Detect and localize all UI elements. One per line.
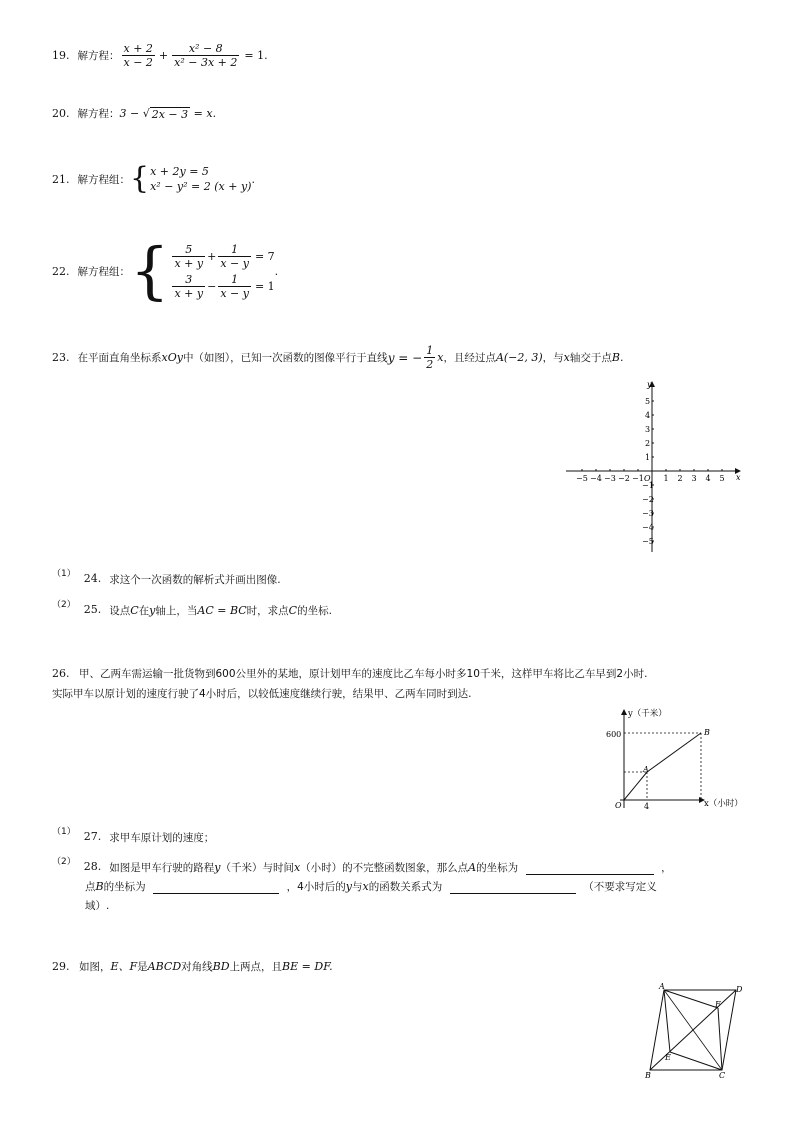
question-number: 22. <box>52 264 70 278</box>
denominator: x + y <box>174 286 204 300</box>
math-b: B <box>95 880 104 893</box>
operator: − <box>207 279 217 293</box>
operator: + <box>207 249 217 263</box>
question-number: 26. <box>52 667 70 680</box>
fraction <box>172 273 205 300</box>
denominator: x² − 3x + 2 <box>174 55 238 69</box>
equation-row-2 <box>170 273 274 300</box>
text: 上两点，且 <box>229 961 283 973</box>
vertex-a: A <box>659 982 665 991</box>
radicand: 2x − 3 <box>151 107 189 121</box>
text: （千米）与时间 <box>220 862 294 874</box>
question-text: ，与 <box>542 352 564 364</box>
question-label: 解方程组： <box>77 173 130 186</box>
y-tick-label: 2 <box>645 439 651 448</box>
text: 时，求点 <box>246 605 289 617</box>
denominator: 2 <box>426 358 434 371</box>
part-label: （2） <box>52 600 76 610</box>
origin-label: O <box>644 474 651 483</box>
question-text: 中（如图），已知一次函数的图像平行于直线 <box>182 352 388 364</box>
question-25 <box>52 599 332 618</box>
math-a: A <box>468 861 477 874</box>
x-tick-label: 5 <box>719 474 725 483</box>
numerator: 3 <box>172 273 205 287</box>
denominator: x − y <box>220 256 249 270</box>
denominator: x − y <box>220 286 249 300</box>
question-number: 29. <box>52 960 70 973</box>
text: 的坐标. <box>297 605 332 617</box>
text: 是 <box>137 961 148 973</box>
part-label: （1） <box>52 569 76 579</box>
question-text-line-1 <box>109 860 671 875</box>
math-eq: AC = BC <box>197 604 247 617</box>
question-27 <box>52 826 214 845</box>
x-tick-label: 3 <box>691 474 697 483</box>
text: 设点 <box>109 605 131 617</box>
vertex-c: C <box>719 1071 726 1080</box>
y-tick-label: −2 <box>642 495 654 504</box>
y-axis-label: y <box>647 380 652 389</box>
equation-rhs: = 1 <box>254 279 275 293</box>
segment-ce <box>670 1052 722 1070</box>
segment-cf <box>718 1008 722 1070</box>
diagonal-ac <box>664 990 722 1070</box>
question-21 <box>52 161 255 196</box>
y-tick-label: 4 <box>645 411 651 420</box>
text: 在 <box>138 605 150 617</box>
math-eq: BE = DF. <box>282 960 333 973</box>
point-e: E <box>665 1053 671 1062</box>
question-text: 求甲车原计划的速度； <box>109 832 215 844</box>
y-tick-label: 5 <box>645 397 651 406</box>
part-label: （2） <box>52 857 76 867</box>
text: （不要求写定义 <box>583 881 657 893</box>
x-tick-label: −2 <box>618 474 630 483</box>
question-number: 20. <box>52 107 70 120</box>
equation-2: x² − y² = 2 (x + y) <box>150 180 252 193</box>
answer-blank-a[interactable] <box>526 874 654 875</box>
x-tick-label: 4 <box>705 474 711 483</box>
math-ef: E、F <box>110 960 138 973</box>
x-tick-4: 4 <box>644 802 650 811</box>
equation-system <box>170 243 274 300</box>
equation-system <box>150 164 251 194</box>
part-label: （1） <box>52 827 76 837</box>
math-x: x <box>563 351 570 364</box>
origin-label: O <box>615 801 622 810</box>
point-b-label: B <box>704 728 710 737</box>
math-bd: BD <box>212 960 230 973</box>
question-28 <box>52 856 742 913</box>
question-19 <box>52 38 268 72</box>
text: 与 <box>352 881 363 893</box>
equation-row-1 <box>170 243 274 270</box>
expression-suffix: = x. <box>190 107 217 120</box>
question-text <box>109 603 332 618</box>
question-text: 求这个一次函数的解析式并画出图像. <box>109 574 281 586</box>
fraction <box>218 243 251 270</box>
segment-oa <box>624 772 647 800</box>
answer-blank-function[interactable] <box>450 893 576 894</box>
text: ， <box>661 862 672 874</box>
y-tick-label: 3 <box>645 425 651 434</box>
question-number: 24. <box>83 572 102 585</box>
math-abcd: ABCD <box>147 960 182 973</box>
answer-blank-b[interactable] <box>153 893 279 894</box>
x-tick-label: −1 <box>632 474 644 483</box>
question-number: 27. <box>83 830 102 843</box>
plus-sign: + <box>158 48 169 62</box>
text: ，4小时后的 <box>286 881 346 893</box>
y-tick-label: −4 <box>642 523 654 532</box>
text: 的坐标为 <box>476 862 519 874</box>
parallelogram-figure <box>640 980 750 1082</box>
question-label: 解方程组： <box>77 265 130 278</box>
question-text-line-3: 域）. <box>85 900 110 912</box>
segment-ab <box>647 733 701 772</box>
y-tick-label: 1 <box>645 453 651 462</box>
text: 点 <box>85 881 96 893</box>
math-point-a: A(−2, 3) <box>495 351 543 364</box>
denominator: x − 2 <box>123 55 153 69</box>
period: . <box>274 264 279 278</box>
fraction-2 <box>172 42 239 69</box>
text: 如图是甲车行驶的路程 <box>109 862 215 874</box>
question-text: 轴交于点 <box>569 352 612 364</box>
text: 轴上，当 <box>155 605 198 617</box>
x-tick-label: −4 <box>590 474 602 483</box>
equation-1: x + 2y = 5 <box>150 165 209 178</box>
text: 对角线 <box>181 961 213 973</box>
numerator: 5 <box>172 243 205 257</box>
period: . <box>251 172 255 186</box>
equation-rhs: = 7 <box>254 249 275 263</box>
question-text-line-2 <box>85 879 742 894</box>
coordinate-plane <box>562 378 746 554</box>
fraction <box>172 243 205 270</box>
question-26 <box>52 664 647 704</box>
left-brace: { <box>130 161 150 196</box>
point-a-label: A <box>643 765 649 774</box>
text: 如图， <box>79 961 111 973</box>
numerator: 1 <box>218 273 251 287</box>
fraction-1 <box>122 42 155 69</box>
vertex-d: D <box>736 985 743 994</box>
math-y: y <box>345 880 352 893</box>
question-text <box>79 960 333 973</box>
math-point-b: B. <box>611 351 624 364</box>
text: 的坐标为 <box>103 881 146 893</box>
y-tick-label: −3 <box>642 509 654 518</box>
numerator: 1 <box>426 344 434 357</box>
vertex-b: B <box>645 1071 651 1080</box>
y-tick-label: −1 <box>642 481 654 490</box>
numerator: x² − 8 <box>172 42 239 56</box>
math-y: y <box>149 604 156 617</box>
denominator: x + y <box>174 256 204 270</box>
numerator: x + 2 <box>123 41 153 55</box>
question-number: 21. <box>52 172 70 186</box>
text: 的函数关系式为 <box>368 881 443 893</box>
text: （小时）的不完整函数图象，那么点 <box>300 862 469 874</box>
question-text: 在平面直角坐标系 <box>77 352 162 364</box>
segment-af <box>664 990 718 1008</box>
math-line-eq: y = − <box>387 350 423 365</box>
math-c: C <box>130 604 139 617</box>
question-20 <box>52 106 216 121</box>
sqrt-symbol: √ <box>142 107 150 120</box>
fraction <box>218 273 251 300</box>
question-number: 23. <box>52 351 70 364</box>
y-axis-label: y（千米） <box>628 709 667 719</box>
question-24 <box>52 568 281 587</box>
question-number: 28. <box>83 860 102 873</box>
question-text: 甲、乙两车需运输一批货物到600公里外的某地，原计划甲车的速度比乙车每小时多10千米，这样甲车将比乙车早到2小时. <box>79 668 648 680</box>
question-label: 解方程： <box>77 108 120 120</box>
math-xoy: xOy <box>161 351 183 364</box>
question-23 <box>52 344 623 371</box>
math-y: y <box>214 861 221 874</box>
y-tick-600: 600 <box>606 730 622 739</box>
x-tick-label: −3 <box>604 474 616 483</box>
expression-prefix: 3 − <box>119 107 143 120</box>
x-tick-label: −5 <box>576 474 588 483</box>
math-x: x <box>293 861 301 874</box>
question-label: 解方程： <box>77 49 120 62</box>
x-axis-label: x（小时） <box>704 799 743 809</box>
question-number: 19. <box>52 48 70 62</box>
question-number: 25. <box>83 603 102 616</box>
math-c: C <box>288 604 298 617</box>
numerator: 1 <box>218 243 251 257</box>
x-tick-label: 1 <box>663 474 669 483</box>
question-22 <box>52 234 279 307</box>
segment-ae <box>664 990 670 1052</box>
point-f: F <box>715 1000 721 1009</box>
x-tick-label: 2 <box>677 474 683 483</box>
fraction-half <box>424 344 435 371</box>
question-text-line-2: 实际甲车以原计划的速度行驶了4小时后，以较低速度继续行驶，结果甲、乙两车同时到达. <box>52 688 472 700</box>
line-1 <box>52 664 647 684</box>
math-x: x <box>437 351 444 364</box>
math-x: x <box>362 880 369 893</box>
question-29 <box>52 958 333 974</box>
question-text: ，且经过点 <box>443 352 496 364</box>
left-brace: { <box>130 234 170 307</box>
x-axis-label: x <box>736 473 741 482</box>
y-tick-label: −5 <box>642 537 654 546</box>
equation-rhs: = 1. <box>244 48 268 62</box>
distance-time-graph <box>596 704 776 816</box>
